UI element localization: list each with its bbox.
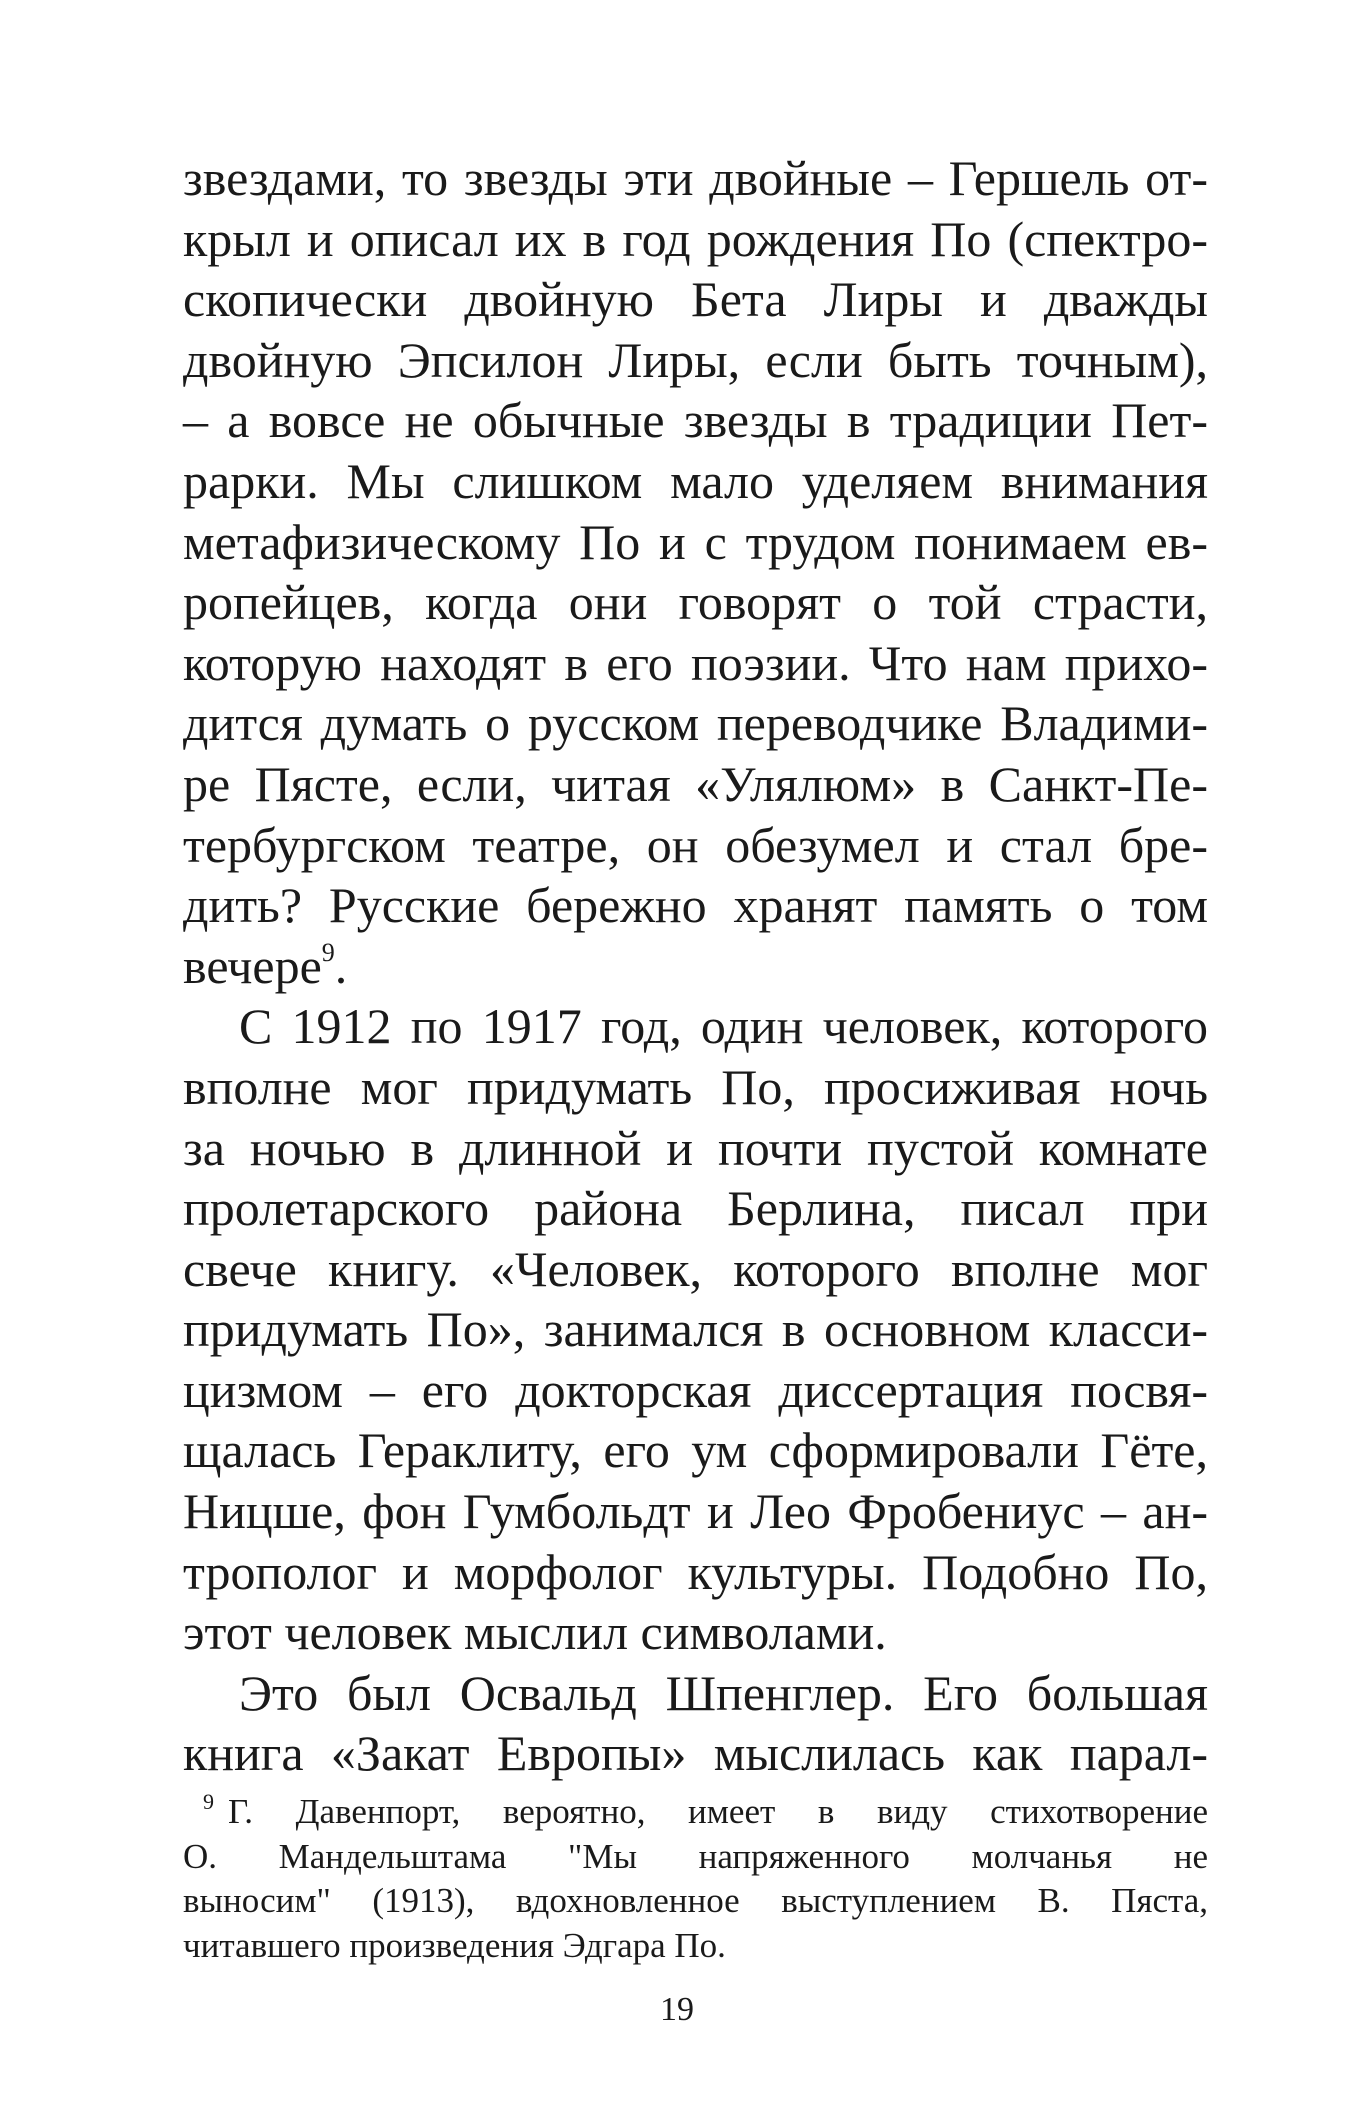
- body-text: [183, 148, 1208, 1784]
- text-line: ропейцев, когда они говорят о той страсти,: [183, 574, 1208, 631]
- paragraph-first-line: С 1912 по 1917 год, один человек, которого: [239, 998, 1208, 1055]
- footnote-line: читавшего произведения Эдгара По.: [183, 1925, 726, 1965]
- text-line: крыл и описал их в год рождения По (спектро-: [183, 210, 1208, 267]
- footnote-line: [183, 1790, 1208, 1835]
- text-line-text: вечере: [183, 937, 322, 994]
- footnote-line-text: Г. Давенпорт, вероятно, имеет в виду стихотворение: [228, 1792, 1208, 1831]
- text-line: звездами, то звезды эти двойные – Гершель от-: [183, 150, 1208, 206]
- text-line: за ночью в длинной и почти пустой комнате: [183, 1119, 1208, 1176]
- text-line: рарки. Мы слишком мало уделяем внимания: [183, 452, 1208, 509]
- text-line: свече книгу. «Человек, которого вполне мог: [183, 1240, 1208, 1297]
- footnote-line: выносим" (1913), вдохновленное выступлением В. Пяста,: [183, 1881, 1208, 1920]
- text-line-with-footnote: вечере$^9$.: [183, 937, 348, 994]
- footnote-block: [183, 1790, 1208, 1968]
- text-line: дится думать о русском переводчике Владими-: [183, 695, 1208, 752]
- footnote-line: О. Мандельштама "Мы напряженного молчанья не: [183, 1836, 1208, 1876]
- text-line: дить? Русские бережно хранят память о том: [183, 877, 1208, 934]
- text-line: тербургском театре, он обезумел и стал бре-: [183, 816, 1208, 873]
- text-line: Ницше, фон Гумбольдт и Лео Фробениус – ан-: [183, 1483, 1208, 1540]
- text-line: метафизическому По и с трудом понимаем ев-: [183, 513, 1208, 570]
- text-line: книга «Закат Европы» мыслилась как парал-: [183, 1725, 1208, 1782]
- text-line: этот человек мыслил символами.: [183, 1604, 887, 1661]
- text-line: придумать По», занимался в основном класси-: [183, 1301, 1208, 1358]
- page-number: 19: [660, 1991, 694, 2028]
- text-line: – а вовсе не обычные звезды в традиции Пет-: [183, 392, 1208, 449]
- text-line: которую находят в его поэзии. Что нам прихо-: [183, 634, 1208, 691]
- text-line: щалась Гераклиту, его ум сформировали Гёте,: [183, 1422, 1208, 1479]
- text-line: трополог и морфолог культуры. Подобно По,: [183, 1543, 1208, 1600]
- paragraph-first-line: Это был Освальд Шпенглер. Его большая: [239, 1664, 1208, 1721]
- text-line: двойную Эпсилон Лиры, если быть точным),: [183, 331, 1208, 388]
- footnote-number: 9: [203, 1789, 214, 1814]
- footnote-reference: 9: [321, 937, 335, 967]
- text-line: вполне мог придумать По, просиживая ночь: [183, 1058, 1208, 1115]
- text-line: скопически двойную Бета Лиры и дважды: [183, 271, 1208, 328]
- text-line: пролетарского района Берлина, писал при: [183, 1180, 1208, 1237]
- text-line: цизмом – его докторская диссертация посвя-: [183, 1361, 1208, 1418]
- text-line: ре Пясте, если, читая «Улялюм» в Санкт-Пе-: [183, 755, 1208, 812]
